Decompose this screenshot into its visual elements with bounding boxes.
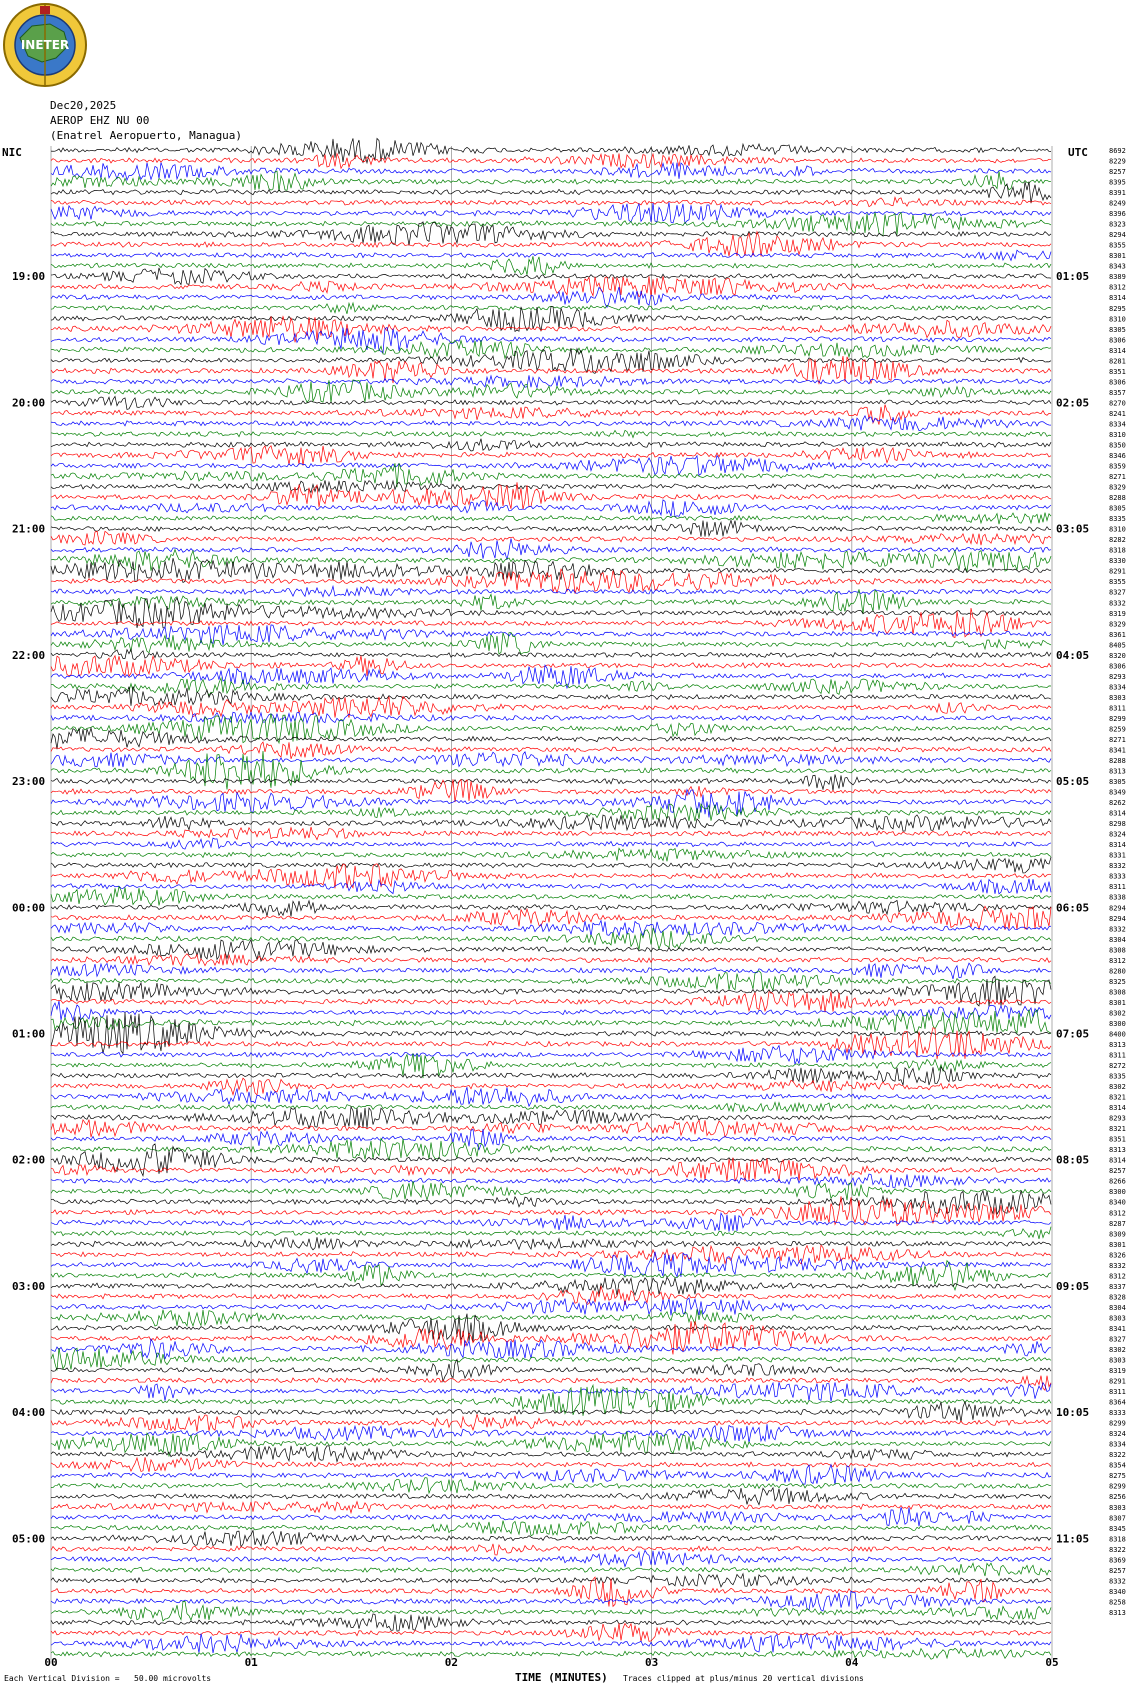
seismic-trace [51,316,1051,342]
right-hour-label: 01:05 [1056,270,1090,284]
trace-count-label: 8303 [1109,1356,1126,1365]
seismic-trace [51,446,1051,466]
trace-count-label: 8340 [1109,1587,1126,1596]
seismic-trace [51,307,1051,332]
footer-clip-note: Traces clipped at plus/minus 20 vertical divisions [623,1674,864,1683]
left-hour-label: 03:00 [12,1279,46,1293]
trace-count-label: 8351 [1109,367,1126,376]
trace-count-label: 8312 [1109,1272,1126,1281]
trace-count-label: 8272 [1109,1062,1126,1071]
trace-count-label: 8354 [1109,1461,1126,1470]
seismic-trace [51,405,1051,425]
seismic-trace [51,250,1051,260]
trace-count-label: 8306 [1109,336,1126,345]
seismic-trace [51,900,1051,916]
seismic-trace [51,608,1051,637]
trace-count-label: 8302 [1109,1345,1126,1354]
seismic-trace [51,751,1051,789]
seismic-trace [51,520,1051,536]
trace-count-label: 8293 [1109,1114,1126,1123]
trace-count-label: 8271 [1109,735,1126,744]
left-hour-label: 21:00 [12,522,46,536]
seismic-trace [51,256,1051,275]
seismic-trace [51,1563,1051,1576]
trace-count-label: 8305 [1109,325,1126,334]
seismic-trace [51,1574,1051,1587]
trace-count-label: 8291 [1109,1377,1126,1386]
seismic-trace [51,513,1051,525]
trace-count-label: 8338 [1109,893,1126,902]
trace-count-label: 8311 [1109,704,1126,713]
seismic-trace [51,1457,1051,1472]
right-hour-label: 08:05 [1056,1153,1090,1167]
right-hour-label: 03:05 [1056,522,1090,536]
trace-count-label: 8334 [1109,683,1126,692]
seismic-trace [51,1359,1051,1381]
seismic-trace [51,1446,1051,1462]
seismic-trace [51,1046,1051,1065]
x-tick-label: 04 [845,1656,859,1669]
trace-count-label: 8330 [1109,557,1126,566]
seismic-trace [51,1102,1051,1112]
trace-count-label: 8305 [1109,778,1126,787]
trace-count-label: 8302 [1109,1009,1126,1018]
seismic-trace [51,153,1051,168]
trace-count-label: 8327 [1109,1335,1126,1344]
seismic-trace [51,268,1051,285]
station-location: (Enatrel Aeropuerto, Managua) [50,129,243,142]
trace-count-label: 8314 [1109,346,1126,355]
seismic-trace [51,1277,1051,1295]
x-tick-label: 03 [644,1656,659,1669]
seismic-trace [51,1181,1051,1200]
left-hour-label: 01:00 [12,1027,46,1041]
trace-count-label: 8300 [1109,1188,1126,1197]
seismic-trace [51,789,1051,817]
trace-count-label: 8314 [1109,1156,1126,1165]
trace-count-label: 8319 [1109,609,1126,618]
trace-count-label: 8294 [1109,904,1126,913]
trace-count-label: 8313 [1109,1040,1126,1049]
seismic-trace [51,531,1051,545]
trace-count-label: 8361 [1109,630,1126,639]
trace-count-label: 8299 [1109,1419,1126,1428]
seismic-trace [51,1129,1051,1150]
seismic-trace [51,827,1051,840]
seismic-trace [51,857,1051,873]
right-hour-label: 11:05 [1056,1532,1090,1546]
right-timezone-label: UTC [1068,146,1088,159]
trace-count-label: 8311 [1109,1051,1126,1060]
trace-count-label: 8324 [1109,830,1126,839]
left-hour-label: 04:00 [12,1406,46,1420]
trace-count-label: 8281 [1109,357,1126,366]
left-hour-label: 00:00 [12,901,46,915]
trace-count-label: 8334 [1109,420,1126,429]
trace-count-label: 8291 [1109,567,1126,576]
seismic-trace [51,539,1051,560]
seismic-trace [51,1067,1051,1085]
right-hour-label: 04:05 [1056,648,1090,662]
trace-count-label: 8306 [1109,662,1126,671]
trace-count-label: 8332 [1109,925,1126,934]
trace-count-label: 8275 [1109,1472,1126,1481]
seismic-trace [51,649,1051,659]
seismic-trace [51,1424,1051,1443]
trace-count-label: 8249 [1109,199,1126,208]
seismic-trace [51,380,1051,403]
left-timezone-label: NIC [2,146,22,159]
trace-count-label: 8364 [1109,1398,1126,1407]
seismic-trace [51,752,1051,767]
trace-count-label: 8329 [1109,483,1126,492]
trace-count-label: 8325 [1109,977,1126,986]
trace-count-label: 8334 [1109,1440,1126,1449]
trace-count-label: 8389 [1109,273,1126,282]
trace-count-label: 8309 [1109,1230,1126,1239]
seismic-trace [51,838,1051,849]
seismic-trace [51,138,1051,163]
trace-count-label: 8359 [1109,462,1126,471]
seismic-trace [51,1502,1051,1513]
seismic-trace [51,697,1051,718]
trace-count-label: 8349 [1109,788,1126,797]
trace-count-label: 8391 [1109,189,1126,198]
trace-count-label: 8312 [1109,956,1126,965]
left-hour-label: 02:00 [12,1153,46,1167]
seismic-trace [51,439,1051,451]
trace-count-label: 8301 [1109,1240,1126,1249]
trace-count-label: 8310 [1109,315,1126,324]
trace-count-label: 8329 [1109,620,1126,629]
seismic-trace [51,1286,1051,1305]
seismic-trace [51,1087,1051,1106]
x-tick-label: 05 [1045,1656,1059,1669]
trace-count-label: 8266 [1109,1177,1126,1186]
trace-count-label: 8270 [1109,399,1126,408]
seismic-trace [51,1465,1051,1485]
trace-count-label: 8313 [1109,1146,1126,1155]
seismic-trace [51,1614,1051,1631]
trace-count-label: 8692 [1109,147,1126,155]
trace-count-label: 8262 [1109,799,1126,808]
seismic-trace [51,222,1051,246]
x-tick-label: 02 [444,1656,459,1669]
trace-count-label: 8331 [1109,851,1126,860]
seismic-trace [51,712,1051,723]
trace-count-label: 8332 [1109,1261,1126,1270]
trace-count-label: 8321 [1109,1125,1126,1134]
trace-count-label: 8332 [1109,599,1126,608]
seismic-trace [51,713,1051,743]
footer-scale-note: Each Vertical Division = 50.00 microvolts [4,1674,212,1683]
trace-count-label: 8300 [1109,1019,1126,1028]
trace-count-label: 8355 [1109,578,1126,587]
trace-count-label: 8319 [1109,1367,1126,1376]
trace-count-label: 8303 [1109,1503,1126,1512]
trace-count-label: 8341 [1109,746,1126,755]
seismic-trace [51,921,1051,937]
seismic-trace [51,1414,1051,1431]
seismic-trace [51,327,1051,353]
trace-count-label: 8322 [1109,1545,1126,1554]
seismic-trace [51,815,1051,831]
right-hour-label: 06:05 [1056,901,1090,915]
trace-count-label: 8314 [1109,1104,1126,1113]
seismic-trace [51,1174,1051,1188]
seismic-trace [51,1012,1051,1054]
seismic-trace [51,212,1051,235]
seismic-trace [51,1648,1051,1659]
trace-count-label: 8405 [1109,641,1126,650]
trace-count-label: 8313 [1109,767,1126,776]
seismic-trace [51,1144,1051,1176]
trace-count-label: 8257 [1109,1566,1126,1575]
seismic-trace [51,276,1051,297]
trace-count-label: 8395 [1109,178,1126,187]
trace-count-label: 8294 [1109,231,1126,240]
station-code: AEROP EHZ NU 00 [50,114,150,127]
trace-count-label: 8258 [1109,1598,1126,1607]
trace-count-label: 8369 [1109,1556,1126,1565]
seismic-trace [51,963,1051,979]
trace-count-label: 8298 [1109,820,1126,829]
seismic-trace [51,1339,1051,1359]
trace-count-label: 8302 [1109,1083,1126,1092]
seismic-trace [51,928,1051,950]
trace-count-label: 8287 [1109,1219,1126,1228]
trace-count-label: 8355 [1109,241,1126,250]
seismic-trace [51,1591,1051,1611]
trace-count-label: 8280 [1109,967,1126,976]
trace-count-label: 8229 [1109,157,1126,166]
trace-count-label: 8314 [1109,294,1126,303]
seismic-trace [51,1245,1051,1264]
trace-count-label: 8313 [1109,1608,1126,1617]
trace-count-label: 8320 [1109,651,1126,660]
seismic-trace [51,742,1051,759]
trace-count-label: 8324 [1109,1430,1126,1439]
seismic-trace [51,1601,1051,1621]
seismic-trace [51,1227,1051,1239]
trace-count-label: 8350 [1109,441,1126,450]
trace-count-label: 8312 [1109,1209,1126,1218]
seismic-trace [51,656,1051,676]
trace-count-label: 8308 [1109,988,1126,997]
trace-count-label: 8333 [1109,1409,1126,1418]
seismic-trace [51,232,1051,257]
seismic-trace [51,589,1051,614]
trace-count-label: 8307 [1109,1514,1126,1523]
seismic-trace [51,1120,1051,1138]
seismic-trace [51,879,1051,894]
seismic-trace [51,1053,1051,1078]
seismic-trace [51,287,1051,307]
trace-count-label: 8318 [1109,546,1126,555]
trace-count-label: 8271 [1109,473,1126,482]
trace-count-label: 8340 [1109,1198,1126,1207]
trace-count-label: 8343 [1109,262,1126,271]
right-hour-label: 05:05 [1056,775,1090,789]
trace-count-label: 8301 [1109,998,1126,1007]
record-date: Dec20,2025 [50,99,117,112]
trace-count-label: 8396 [1109,210,1126,219]
logo-text: INETER [20,38,70,52]
trace-count-label: 8299 [1109,1482,1126,1491]
seismic-trace [51,848,1051,861]
seismic-trace [51,804,1051,821]
seismic-trace [51,197,1051,206]
trace-count-label: 8299 [1109,714,1126,723]
trace-count-label: 8332 [1109,1577,1126,1586]
seismic-trace [51,163,1051,180]
trace-count-label: 8241 [1109,409,1126,418]
seismic-trace [51,375,1051,387]
seismic-trace [51,480,1051,492]
trace-count-label: 8318 [1109,1535,1126,1544]
trace-count-label: 8337 [1109,1282,1126,1291]
trace-count-label: 8305 [1109,504,1126,513]
trace-count-label: 8295 [1109,304,1126,313]
trace-count-label: 8288 [1109,494,1126,503]
seismic-trace [51,954,1051,966]
trace-count-label: 8351 [1109,1135,1126,1144]
trace-count-label: 8328 [1109,1293,1126,1302]
seismic-trace [51,1550,1051,1566]
left-hour-label: 05:00 [12,1532,46,1546]
trace-count-label: 8321 [1109,1093,1126,1102]
trace-count-label: 8293 [1109,672,1126,681]
left-hour-label: 20:00 [12,396,46,410]
x-tick-label: 01 [244,1656,258,1669]
x-tick-label: 00 [44,1656,58,1669]
trace-count-label: 8310 [1109,430,1126,439]
seismic-trace [51,774,1051,790]
trace-count-label: 8322 [1109,1451,1126,1460]
seismic-trace [51,430,1051,437]
right-hour-label: 02:05 [1056,396,1090,410]
seismic-trace [51,1507,1051,1526]
trace-count-label: 8327 [1109,588,1126,597]
trace-count-label: 8304 [1109,935,1126,944]
trace-count-label: 8332 [1109,862,1126,871]
trace-count-label: 8257 [1109,168,1126,177]
seismic-trace [51,1521,1051,1536]
trace-count-label: 8323 [1109,220,1126,229]
trace-count-label: 8345 [1109,1524,1126,1533]
trace-count-label: 8357 [1109,388,1126,397]
right-hour-label: 10:05 [1056,1406,1090,1420]
trace-count-label: 8294 [1109,914,1126,923]
seismic-trace [51,396,1051,409]
trace-count-label: 8314 [1109,809,1126,818]
trace-count-label: 8311 [1109,883,1126,892]
trace-count-label: 8335 [1109,515,1126,524]
trace-count-label: 8304 [1109,1303,1126,1312]
seismic-trace [51,887,1051,906]
trace-count-label: 8282 [1109,536,1126,545]
trace-count-label: 8303 [1109,693,1126,702]
trace-count-label: 8310 [1109,525,1126,534]
seismic-trace [51,1623,1051,1641]
trace-count-label: 8306 [1109,378,1126,387]
seismic-trace [51,1237,1051,1250]
right-hour-label: 09:05 [1056,1279,1090,1293]
trace-count-label: 8301 [1109,252,1126,261]
seismic-trace [51,1139,1051,1161]
seismic-trace [51,1488,1051,1505]
trace-count-label: 8333 [1109,872,1126,881]
trace-count-label: 8303 [1109,1314,1126,1323]
trace-count-label: 8256 [1109,1493,1126,1502]
trace-count-label: 8341 [1109,1324,1126,1333]
left-hour-label: 22:00 [12,648,46,662]
seismic-trace [51,586,1051,596]
seismic-trace [51,416,1051,431]
seismic-trace [51,1634,1051,1653]
trace-count-label: 8311 [1109,1388,1126,1397]
seismic-trace [51,1376,1051,1391]
trace-count-label: 8314 [1109,841,1126,850]
trace-count-label: 8400 [1109,1030,1126,1039]
trace-count-label: 8312 [1109,283,1126,292]
seismic-trace [51,182,1051,204]
seismic-trace [51,1298,1051,1315]
trace-count-label: 8259 [1109,725,1126,734]
seismic-trace [51,1544,1051,1555]
trace-count-label: 8308 [1109,946,1126,955]
trace-count-label: 8257 [1109,1167,1126,1176]
trace-count-label: 8326 [1109,1251,1126,1260]
seismic-trace [51,171,1051,191]
trace-count-label: 8288 [1109,757,1126,766]
x-axis-label: TIME (MINUTES) [515,1671,608,1684]
right-hour-label: 07:05 [1056,1027,1090,1041]
left-hour-label: 19:00 [12,270,46,284]
seismic-trace [51,1530,1051,1546]
seismic-trace [51,500,1051,517]
trace-count-label: 8346 [1109,452,1126,461]
left-hour-label: 23:00 [12,775,46,789]
seismic-trace [51,1382,1051,1401]
trace-count-label: 8335 [1109,1072,1126,1081]
